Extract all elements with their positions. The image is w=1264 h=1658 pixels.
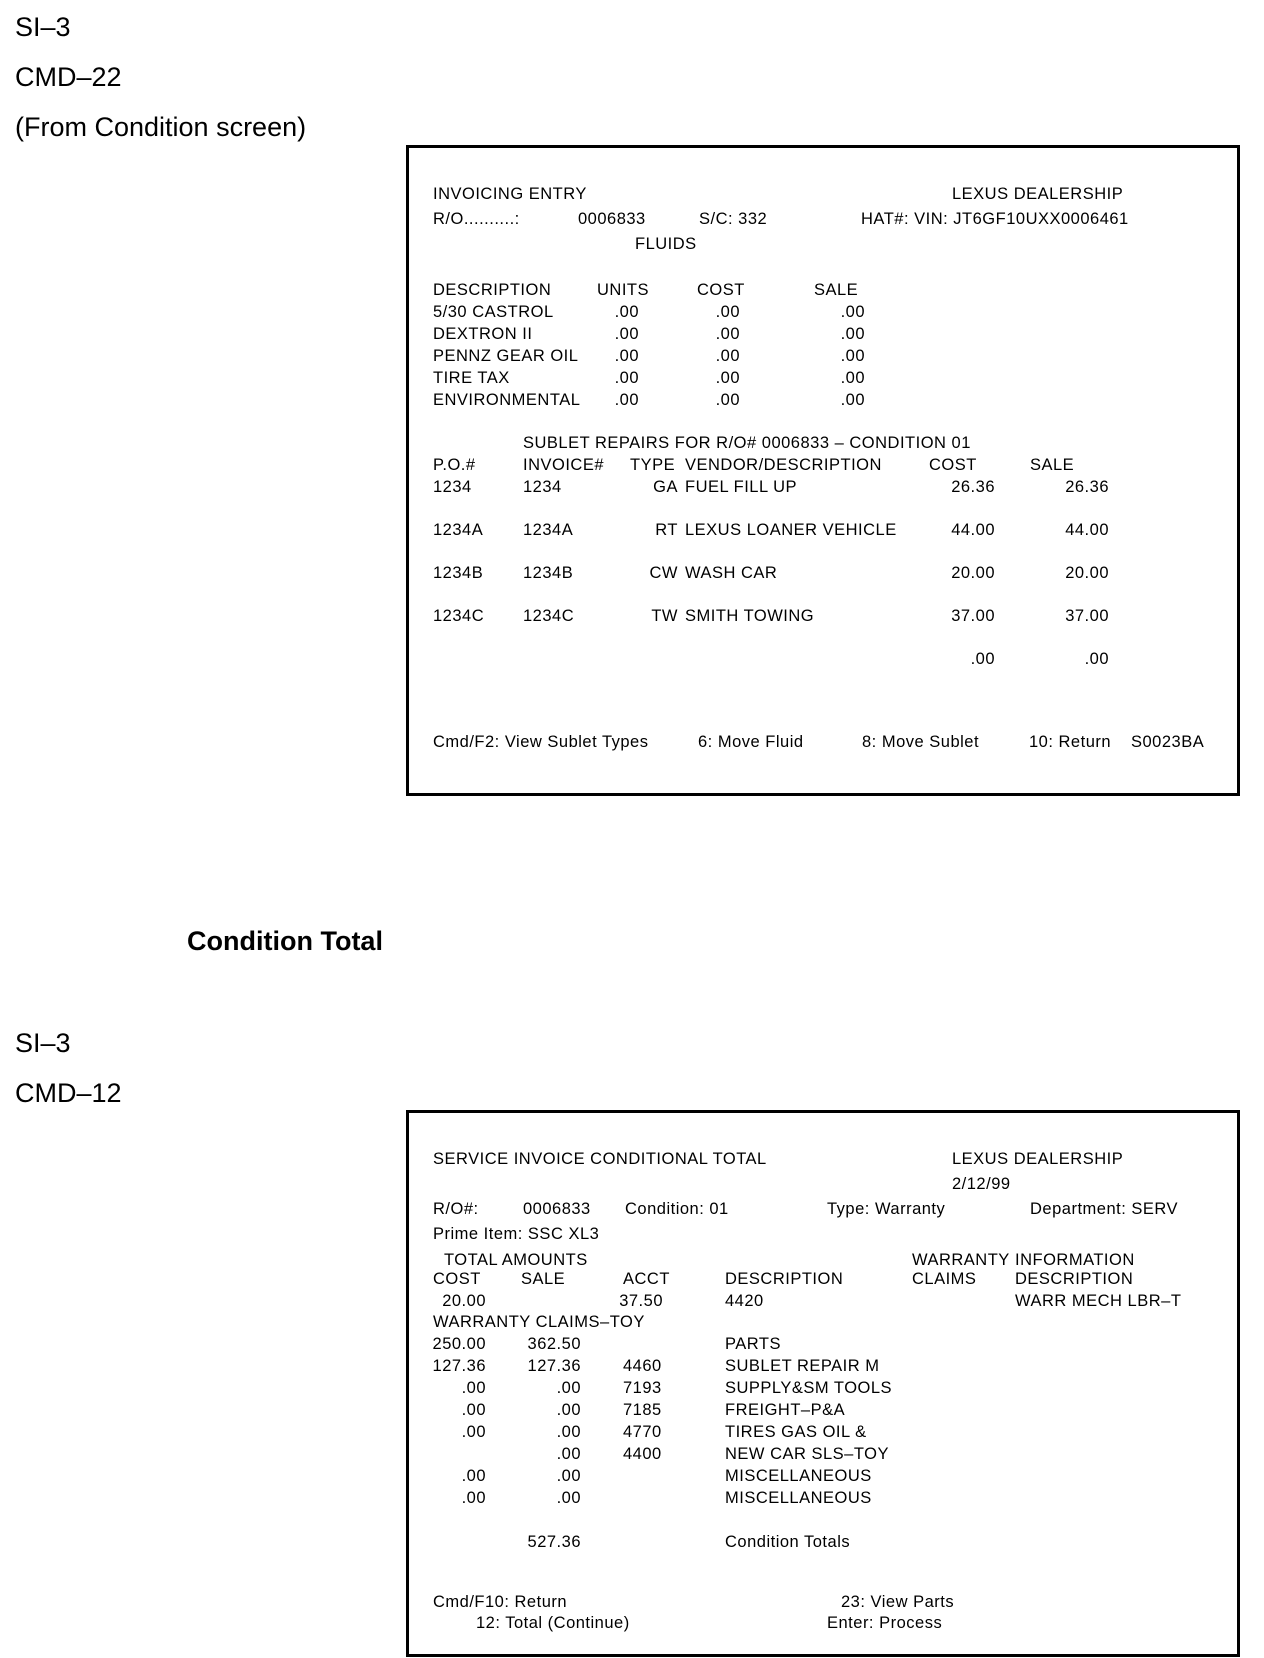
row-sale: .00 bbox=[556, 1423, 581, 1441]
row-description: MISCELLANEOUS bbox=[725, 1467, 872, 1485]
sublet-sale: 26.36 bbox=[1065, 478, 1109, 496]
first-row-sale: 37.50 bbox=[619, 1292, 663, 1310]
condition-total-heading: Condition Total bbox=[187, 926, 383, 956]
warranty-header: WARRANTY bbox=[912, 1251, 1010, 1269]
sublet-sale: 20.00 bbox=[1065, 564, 1109, 582]
fluid-units: .00 bbox=[614, 391, 639, 409]
sublet-vendor: WASH CAR bbox=[685, 564, 778, 582]
sublet-title: SUBLET REPAIRS FOR R/O# 0006833 – CONDITION 01 bbox=[523, 434, 971, 452]
row-acct: 7193 bbox=[623, 1379, 662, 1397]
dealer-name: LEXUS DEALERSHIP bbox=[952, 1150, 1124, 1168]
warranty-claims-toy: WARRANTY CLAIMS–TOY bbox=[433, 1313, 645, 1331]
row-cost: .00 bbox=[461, 1423, 486, 1441]
cmd-12-total-continue[interactable]: 12: Total (Continue) bbox=[476, 1614, 630, 1632]
sublet-invoice: 1234 bbox=[523, 478, 562, 496]
fluid-header-sale: SALE bbox=[814, 281, 859, 299]
sublet-invoice: 1234C bbox=[523, 607, 575, 625]
section1-code2: CMD–22 bbox=[15, 62, 122, 92]
fluid-sale: .00 bbox=[840, 303, 865, 321]
fluid-description: ENVIRONMENTAL bbox=[433, 391, 581, 409]
sublet-po: 1234C bbox=[433, 607, 485, 625]
sublet-po: 1234A bbox=[433, 521, 484, 539]
sublet-header-vendor: VENDOR/DESCRIPTION bbox=[685, 456, 882, 474]
sublet-type: TW bbox=[651, 607, 678, 625]
row-sale: .00 bbox=[556, 1445, 581, 1463]
cmd-6-move-fluid[interactable]: 6: Move Fluid bbox=[698, 733, 804, 751]
row-sale: .00 bbox=[556, 1379, 581, 1397]
condition-number: Condition: 01 bbox=[625, 1200, 729, 1218]
sublet-type: GA bbox=[653, 478, 678, 496]
sublet-vendor: LEXUS LOANER VEHICLE bbox=[685, 521, 897, 539]
row-cost: 250.00 bbox=[432, 1335, 486, 1353]
fluid-description: DEXTRON II bbox=[433, 325, 533, 343]
information-header: INFORMATION bbox=[1015, 1251, 1135, 1269]
warranty-description: WARR MECH LBR–T bbox=[1015, 1292, 1182, 1310]
fluid-sale: .00 bbox=[840, 391, 865, 409]
fluid-units: .00 bbox=[614, 369, 639, 387]
sublet-invoice: 1234B bbox=[523, 564, 574, 582]
ro-label: R/O..........: bbox=[433, 210, 520, 228]
sublet-header-invoice: INVOICE# bbox=[523, 456, 605, 474]
cmd-f2-view-sublet-types[interactable]: Cmd/F2: View Sublet Types bbox=[433, 733, 649, 751]
header-cost: COST bbox=[433, 1270, 481, 1288]
service-center: S/C: 332 bbox=[699, 210, 768, 228]
section1-note: (From Condition screen) bbox=[15, 112, 307, 142]
header-sale: SALE bbox=[521, 1270, 566, 1288]
fluid-cost: .00 bbox=[715, 303, 740, 321]
section2-code1: SI–3 bbox=[15, 1028, 71, 1058]
fluid-description: TIRE TAX bbox=[433, 369, 510, 387]
row-cost: .00 bbox=[461, 1401, 486, 1419]
fluid-sale: .00 bbox=[840, 347, 865, 365]
screen-title: INVOICING ENTRY bbox=[433, 185, 587, 203]
invoicing-entry-screen bbox=[406, 145, 1240, 796]
row-sale: .00 bbox=[556, 1489, 581, 1507]
sublet-cost: 44.00 bbox=[951, 521, 995, 539]
row-sale: .00 bbox=[556, 1467, 581, 1485]
prime-item: Prime Item: SSC XL3 bbox=[433, 1225, 600, 1243]
row-description: PARTS bbox=[725, 1335, 781, 1353]
cmd-8-move-sublet[interactable]: 8: Move Sublet bbox=[862, 733, 980, 751]
sublet-type: RT bbox=[655, 521, 678, 539]
row-sale: 127.36 bbox=[527, 1357, 581, 1375]
cmd-23-view-parts[interactable]: 23: View Parts bbox=[841, 1593, 955, 1611]
sublet-type: CW bbox=[649, 564, 678, 582]
screen-title: SERVICE INVOICE CONDITIONAL TOTAL bbox=[433, 1150, 767, 1168]
fluid-cost: .00 bbox=[715, 347, 740, 365]
sublet-sale: 37.00 bbox=[1065, 607, 1109, 625]
sublet-header-sale: SALE bbox=[1030, 456, 1075, 474]
fluid-description: PENNZ GEAR OIL bbox=[433, 347, 579, 365]
claim-type: Type: Warranty bbox=[827, 1200, 946, 1218]
department: Department: SERV bbox=[1030, 1200, 1179, 1218]
row-acct: 4400 bbox=[623, 1445, 662, 1463]
fluid-header-cost: COST bbox=[697, 281, 745, 299]
sublet-cost: 20.00 bbox=[951, 564, 995, 582]
dealer-name: LEXUS DEALERSHIP bbox=[952, 185, 1124, 203]
claims-header: CLAIMS bbox=[912, 1270, 977, 1288]
row-description: MISCELLANEOUS bbox=[725, 1489, 872, 1507]
ro-value: 0006833 bbox=[523, 1200, 591, 1218]
sublet-total-sale: .00 bbox=[1084, 650, 1109, 668]
header-acct: ACCT bbox=[623, 1270, 670, 1288]
fluid-units: .00 bbox=[614, 347, 639, 365]
fluid-cost: .00 bbox=[715, 369, 740, 387]
header-description: DESCRIPTION bbox=[725, 1270, 844, 1288]
fluid-header-description: DESCRIPTION bbox=[433, 281, 552, 299]
sublet-vendor: FUEL FILL UP bbox=[685, 478, 798, 496]
description-header-right: DESCRIPTION bbox=[1015, 1270, 1134, 1288]
row-cost: .00 bbox=[461, 1467, 486, 1485]
ro-value: 0006833 bbox=[578, 210, 646, 228]
row-cost: .00 bbox=[461, 1379, 486, 1397]
sublet-header-cost: COST bbox=[929, 456, 977, 474]
sublet-header-po: P.O.# bbox=[433, 456, 476, 474]
row-sale: 362.50 bbox=[527, 1335, 581, 1353]
sublet-cost: 37.00 bbox=[951, 607, 995, 625]
fluid-cost: .00 bbox=[715, 391, 740, 409]
enter-process[interactable]: Enter: Process bbox=[827, 1614, 943, 1632]
first-row-acct: 4420 bbox=[725, 1292, 764, 1310]
section2-code2: CMD–12 bbox=[15, 1078, 122, 1108]
row-acct: 4770 bbox=[623, 1423, 662, 1441]
row-acct: 4460 bbox=[623, 1357, 662, 1375]
hat-vin: HAT#: VIN: JT6GF10UXX0006461 bbox=[861, 210, 1129, 228]
cmd-f10-return[interactable]: Cmd/F10: Return bbox=[433, 1593, 568, 1611]
fluid-description: 5/30 CASTROL bbox=[433, 303, 554, 321]
row-description: FREIGHT–P&A bbox=[725, 1401, 846, 1419]
sublet-po: 1234 bbox=[433, 478, 472, 496]
sublet-cost: 26.36 bbox=[951, 478, 995, 496]
sublet-total-cost: .00 bbox=[970, 650, 995, 668]
sublet-header-type: TYPE bbox=[630, 456, 676, 474]
fluid-sale: .00 bbox=[840, 325, 865, 343]
sublet-invoice: 1234A bbox=[523, 521, 574, 539]
fluids-title: FLUIDS bbox=[635, 235, 697, 253]
row-description: SUBLET REPAIR M bbox=[725, 1357, 880, 1375]
ro-label: R/O#: bbox=[433, 1200, 479, 1218]
row-cost: .00 bbox=[461, 1489, 486, 1507]
fluid-sale: .00 bbox=[840, 369, 865, 387]
cmd-10-return[interactable]: 10: Return bbox=[1029, 733, 1112, 751]
fluid-header-units: UNITS bbox=[597, 281, 649, 299]
row-acct: 7185 bbox=[623, 1401, 662, 1419]
fluid-units: .00 bbox=[614, 303, 639, 321]
fluid-units: .00 bbox=[614, 325, 639, 343]
conditional-total-screen bbox=[406, 1110, 1240, 1657]
sublet-vendor: SMITH TOWING bbox=[685, 607, 815, 625]
section1-code1: SI–3 bbox=[15, 12, 71, 42]
row-cost: 127.36 bbox=[432, 1357, 486, 1375]
fluid-cost: .00 bbox=[715, 325, 740, 343]
condition-totals-label: Condition Totals bbox=[725, 1533, 851, 1551]
first-row-cost: 20.00 bbox=[442, 1292, 486, 1310]
row-description: SUPPLY&SM TOOLS bbox=[725, 1379, 893, 1397]
total-amounts-label: TOTAL AMOUNTS bbox=[444, 1251, 588, 1269]
sublet-po: 1234B bbox=[433, 564, 484, 582]
condition-total-sale: 527.36 bbox=[527, 1533, 581, 1551]
invoice-date: 2/12/99 bbox=[952, 1175, 1011, 1193]
row-description: TIRES GAS OIL & bbox=[725, 1423, 867, 1441]
screen-id: S0023BA bbox=[1131, 733, 1205, 751]
sublet-sale: 44.00 bbox=[1065, 521, 1109, 539]
row-sale: .00 bbox=[556, 1401, 581, 1419]
row-description: NEW CAR SLS–TOY bbox=[725, 1445, 889, 1463]
